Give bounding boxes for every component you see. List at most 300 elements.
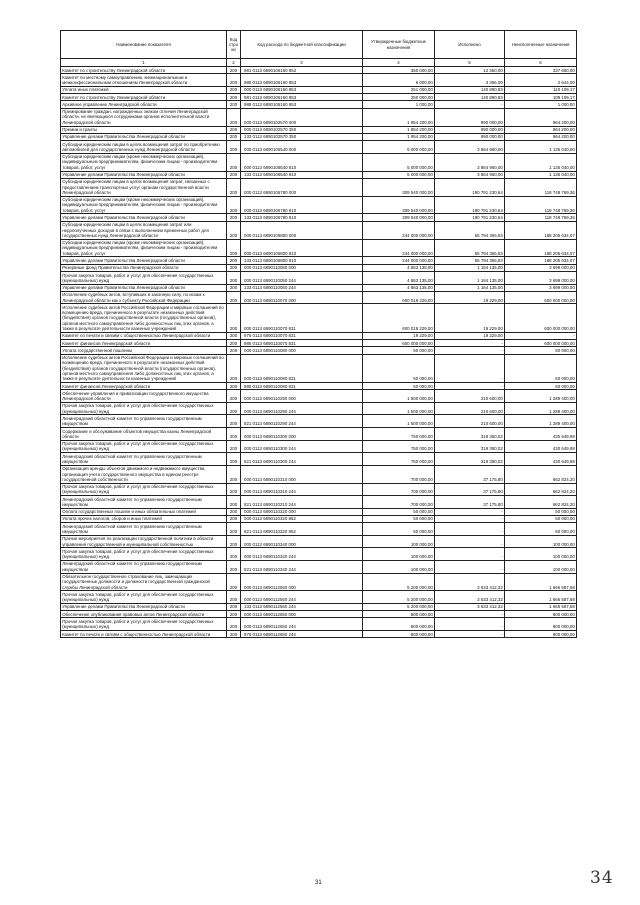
cell-kbk: 000 0113 6890110310 244 <box>241 483 363 496</box>
cell-code: 200 <box>227 264 241 271</box>
cell-unexecuted: 337 650,00 <box>505 67 577 74</box>
table-row <box>61 523 577 536</box>
cell-executed: - <box>435 611 505 618</box>
cell-unexecuted: 100 000,00 <box>505 560 577 573</box>
table-row <box>61 428 577 441</box>
cell-approved: 1 954 200,00 <box>363 133 435 140</box>
cell-executed: 210 600,00 <box>435 415 505 428</box>
handwritten-page-stamp: 34 <box>590 868 614 888</box>
cell-executed: 19 229,00 <box>435 304 505 332</box>
cell-name: Прочая закупка товаров, работ и услуг для обеспечения государственных (муниципальных) нужд <box>61 402 227 415</box>
cell-kbk: 000 0113 6890106780 810 <box>241 196 363 214</box>
cell-name: Ленинградский областной комитет по управлению государственным имуществом <box>61 453 227 466</box>
table-row <box>61 548 577 561</box>
cell-unexecuted: 100 000,00 <box>505 535 577 548</box>
cell-code: 200 <box>227 141 241 154</box>
table-row <box>61 108 577 126</box>
cell-name: Обеспечение управления и приватизации государственного имущества Ленинградской области <box>61 390 227 403</box>
cell-code: 200 <box>227 153 241 171</box>
table-row <box>61 515 577 522</box>
cell-unexecuted: 50 000,00 <box>505 523 577 536</box>
cell-code: 200 <box>227 573 241 591</box>
table-row <box>61 618 577 631</box>
cell-kbk: 000 0113 6890110080 831 <box>241 354 363 382</box>
cell-unexecuted: 1 289 400,00 <box>505 415 577 428</box>
cell-unexecuted: 50 000,00 <box>505 383 577 390</box>
cell-unexecuted: 50 000,00 <box>505 347 577 354</box>
cell-name: Комитет финансов Ленинградской области <box>61 340 227 347</box>
cell-code: 200 <box>227 347 241 354</box>
table-row <box>61 171 577 178</box>
cell-executed: 319 350,02 <box>435 453 505 466</box>
cell-unexecuted: 1 135 040,00 <box>505 171 577 178</box>
table-row <box>61 496 577 509</box>
cell-code: 200 <box>227 560 241 573</box>
cell-name: Содержание и обслуживание объектов имущества казны Ленинградской области <box>61 428 227 441</box>
cell-kbk: 000 0113 6890110050 244 <box>241 272 363 285</box>
cell-kbk: 000 0113 6890112650 244 <box>241 618 363 631</box>
cell-name: Прочая закупка товаров, работ и услуг для обеспечения государственных (муниципальных) нужд <box>61 440 227 453</box>
cell-name: Управление делами Правительства Ленинградской области <box>61 133 227 140</box>
cell-unexecuted: 50 000,00 <box>505 515 577 522</box>
cell-name: Резервные фонд Правительства Ленинградской области <box>61 264 227 271</box>
cell-code: 200 <box>227 354 241 382</box>
cell-kbk: 976 0113 6890112650 244 <box>241 631 363 638</box>
cell-kbk: 133 0113 6890110050 244 <box>241 284 363 291</box>
table-row <box>61 573 577 591</box>
cell-executed: 19 229,00 <box>435 291 505 304</box>
cell-executed: - <box>435 508 505 515</box>
cell-name: Управление делами Правительства Ленинградской области <box>61 284 227 291</box>
cell-approved: 4 863 135,00 <box>363 264 435 271</box>
cell-unexecuted: 600 000 000,00 <box>505 304 577 332</box>
cell-name: Обеспечение опубликования правовых актов Ленинградской области <box>61 611 227 618</box>
table-row <box>61 354 577 382</box>
cell-name: Субсидии юридическим лицам в целях возмещения затрат по приобретению автомобилей для государственных нужд Ленинградской области <box>61 141 227 154</box>
cell-approved: 244 000 000,00 <box>363 239 435 257</box>
table-row <box>61 465 577 483</box>
page-number: 31 <box>315 880 322 886</box>
table-row <box>61 272 577 285</box>
header-kbk: Код расхода по бюджетной классификации <box>241 31 363 59</box>
cell-executed: - <box>435 101 505 108</box>
cell-code: 200 <box>227 86 241 93</box>
cell-approved: 350 000,00 <box>363 67 435 74</box>
cell-executed: - <box>435 354 505 382</box>
cell-name: Комитет по строительству Ленинградской области <box>61 67 227 74</box>
cell-unexecuted: 662 824,20 <box>505 483 577 496</box>
table-row <box>61 257 577 264</box>
cell-approved: 700 000,00 <box>363 496 435 509</box>
cell-code: 200 <box>227 465 241 483</box>
cell-kbk: 133 0113 6890102570 350 <box>241 133 363 140</box>
cell-unexecuted: 3 699 000,00 <box>505 264 577 271</box>
cell-approved: 600 019 229,00 <box>363 304 435 332</box>
table-row <box>61 196 577 214</box>
table-row <box>61 591 577 604</box>
table-body <box>61 67 577 638</box>
cell-kbk: 000 0113 6890102570 350 <box>241 126 363 133</box>
cell-approved: 244 000 000,00 <box>363 257 435 264</box>
cell-kbk: 981 0113 6890106160 853 <box>241 94 363 101</box>
table-row <box>61 214 577 221</box>
cell-unexecuted: 662 824,20 <box>505 465 577 483</box>
table-row <box>61 264 577 271</box>
cell-code: 200 <box>227 214 241 221</box>
table-row <box>61 101 577 108</box>
cell-name: Комитет по печати и связям с общественностью Ленинградской области <box>61 332 227 339</box>
cell-code: 200 <box>227 332 241 339</box>
cell-executed: - <box>435 347 505 354</box>
cell-approved: 1 000,00 <box>363 101 435 108</box>
cell-executed: - <box>435 618 505 631</box>
cell-approved: 4 863 135,00 <box>363 272 435 285</box>
cell-executed: 990 000,00 <box>435 133 505 140</box>
cell-executed: 55 794 365,93 <box>435 221 505 239</box>
cell-executed: 190 791 230,64 <box>435 214 505 221</box>
cell-approved: 700 000,00 <box>363 465 435 483</box>
cell-code: 200 <box>227 101 241 108</box>
cell-unexecuted: 100 000,00 <box>505 548 577 561</box>
cell-name: Прочая закупка товаров, работ и услуг для обеспечения государственных (муниципальных) нужд <box>61 618 227 631</box>
cell-unexecuted: 600 000 000,00 <box>505 291 577 304</box>
cell-approved: 700 000,00 <box>363 483 435 496</box>
table-row <box>61 440 577 453</box>
cell-kbk: 000 0113 6890110320 852 <box>241 515 363 522</box>
cell-unexecuted: 109 109,17 <box>505 94 577 101</box>
cell-approved: 309 540 000,00 <box>363 196 435 214</box>
column-numbers-row <box>61 59 577 67</box>
cell-executed: 190 791 230,64 <box>435 196 505 214</box>
table-row <box>61 340 577 347</box>
cell-kbk: 133 0113 6890106800 810 <box>241 257 363 264</box>
cell-code: 200 <box>227 239 241 257</box>
table-row <box>61 347 577 354</box>
cell-name: Ленинградский областной комитет по управлению государственным имуществом <box>61 560 227 573</box>
cell-approved: 50 000,00 <box>363 508 435 515</box>
cell-kbk: 000 0113 6890112560 000 <box>241 573 363 591</box>
cell-name: Прочая закупка товаров, работ и услуг для обеспечения государственных (муниципальных) нужд <box>61 272 227 285</box>
cell-unexecuted: 1 666 587,68 <box>505 573 577 591</box>
cell-executed: - <box>435 535 505 548</box>
cell-code: 200 <box>227 133 241 140</box>
cell-name: Исполнение судебных актов Российской Федерации и мировых соглашений по возмещению вреда, причиненного в результате незаконных действий (бездействия) органов государственной власти (государственных органов), органов местного самоуправления либо должностных лиц этих органов, а также в результате деятельности казенных учреждений <box>61 304 227 332</box>
cell-unexecuted: 964 200,00 <box>505 133 577 140</box>
cell-unexecuted: 2 644,00 <box>505 74 577 87</box>
cell-code: 200 <box>227 74 241 87</box>
header-approved: Утвержденные бюджетные назначения <box>363 31 435 59</box>
table-row <box>61 221 577 239</box>
cell-code: 200 <box>227 178 241 196</box>
cell-code: 200 <box>227 171 241 178</box>
cell-executed: - <box>435 515 505 522</box>
cell-code: 200 <box>227 383 241 390</box>
cell-unexecuted: 430 649,98 <box>505 440 577 453</box>
cell-name: Ленинградский областной комитет по управлению государственным имуществом <box>61 496 227 509</box>
table-row <box>61 402 577 415</box>
cell-name: Управление делами Правительства Ленинградской области <box>61 171 227 178</box>
cell-name: Управление делами Правительства Ленинградской области <box>61 257 227 264</box>
cell-kbk: 000 0113 6890106780 000 <box>241 178 363 196</box>
cell-approved: 100 000,00 <box>363 548 435 561</box>
cell-code: 200 <box>227 94 241 101</box>
cell-code: 200 <box>227 535 241 548</box>
table-row <box>61 631 577 638</box>
cell-code: 200 <box>227 291 241 304</box>
cell-name: Комитет по местному самоуправлению, межнациональным и межконфессиональным отношениям Ленинградской области <box>61 74 227 87</box>
cell-approved: 309 540 000,00 <box>363 178 435 196</box>
table-row <box>61 611 577 618</box>
cell-code: 200 <box>227 618 241 631</box>
cell-code: 200 <box>227 631 241 638</box>
cell-name: Субсидии юридическим лицам в целях возмещения затрат, связанных с предоставлением транспортных услуг органам государственной власти Ленинградской области <box>61 178 227 196</box>
cell-approved: 5 200 000,00 <box>363 591 435 604</box>
cell-unexecuted: 800 000,00 <box>505 618 577 631</box>
cell-kbk: 000 0113 6890110300 000 <box>241 428 363 441</box>
cell-name: Архивное управление Ленинградской области <box>61 101 227 108</box>
cell-code: 200 <box>227 548 241 561</box>
header-executed: Исполнено <box>435 31 505 59</box>
header-code: Код стро ки <box>227 31 241 59</box>
cell-kbk: 133 0113 6890106540 810 <box>241 171 363 178</box>
cell-name: Комитет финансов Ленинградской области <box>61 383 227 390</box>
cell-approved: 800 000,00 <box>363 631 435 638</box>
cell-executed: 3 864 960,00 <box>435 171 505 178</box>
cell-unexecuted: 600 000 000,00 <box>505 340 577 347</box>
cell-unexecuted: 188 205 634,07 <box>505 239 577 257</box>
table-row <box>61 284 577 291</box>
cell-kbk: 000 0113 6890110290 244 <box>241 402 363 415</box>
cell-kbk: 985 0113 6890110080 831 <box>241 383 363 390</box>
cell-code: 200 <box>227 496 241 509</box>
cell-approved: 750 000,00 <box>363 453 435 466</box>
cell-unexecuted: 1 666 587,68 <box>505 591 577 604</box>
cell-unexecuted: 3 699 000,00 <box>505 272 577 285</box>
table-row <box>61 178 577 196</box>
cell-name: Уплата иных платежей <box>61 86 227 93</box>
cell-unexecuted: 800 000,00 <box>505 631 577 638</box>
cell-code: 200 <box>227 415 241 428</box>
cell-code: 200 <box>227 221 241 239</box>
cell-kbk: 000 0113 6890106540 810 <box>241 153 363 171</box>
cell-executed: 55 794 365,93 <box>435 239 505 257</box>
cell-executed: 1 164 135,00 <box>435 284 505 291</box>
cell-executed: 1 164 135,00 <box>435 264 505 271</box>
table-header-row <box>61 31 577 59</box>
cell-executed: 3 533 412,32 <box>435 591 505 604</box>
cell-name: Субсидии юридическим лицам в целях возмещения затрат или недополученных доходов в связи с выполнением временных работ для государственных нужд Ленинградской области <box>61 221 227 239</box>
cell-unexecuted: 1 289 400,00 <box>505 402 577 415</box>
cell-executed: 19 229,00 <box>435 332 505 339</box>
cell-approved: 600 019 229,00 <box>363 291 435 304</box>
cell-approved: 5 000 000,00 <box>363 171 435 178</box>
cell-unexecuted: 3 699 000,00 <box>505 284 577 291</box>
cell-kbk: 821 0113 6890110340 244 <box>241 560 363 573</box>
cell-executed: - <box>435 548 505 561</box>
cell-kbk: 000 0113 6890110070 000 <box>241 291 363 304</box>
cell-executed: 3 533 412,32 <box>435 573 505 591</box>
cell-approved: 100 000,00 <box>363 560 435 573</box>
cell-kbk: 000 0113 6890110300 244 <box>241 440 363 453</box>
cell-executed: 37 175,80 <box>435 483 505 496</box>
column-number: 4 <box>363 59 435 67</box>
table-row <box>61 483 577 496</box>
cell-unexecuted: 188 205 634,07 <box>505 257 577 264</box>
cell-name: Комитет по печати и связям с общественностью Ленинградской области <box>61 631 227 638</box>
table-row <box>61 332 577 339</box>
cell-kbk: 000 0113 6890106540 000 <box>241 141 363 154</box>
column-number: 5 <box>435 59 505 67</box>
cell-approved: 750 000,00 <box>363 440 435 453</box>
cell-unexecuted: 1 666 587,68 <box>505 603 577 610</box>
table-row <box>61 141 577 154</box>
cell-code: 200 <box>227 428 241 441</box>
cell-kbk: 000 0113 6890110290 000 <box>241 390 363 403</box>
cell-unexecuted: 1 000,00 <box>505 101 577 108</box>
cell-name: Уплата государственной пошлины <box>61 347 227 354</box>
cell-executed: - <box>435 383 505 390</box>
cell-code: 200 <box>227 272 241 285</box>
cell-approved: 1 500 000,00 <box>363 415 435 428</box>
cell-approved: 5 000 000,00 <box>363 153 435 171</box>
cell-name: Субсидии юридическим лицам (кроме некоммерческих организаций), индивидуальным предпринимателям, физическим лицам - производителям товаров, работ, услуг <box>61 239 227 257</box>
cell-approved: 1 954 200,00 <box>363 108 435 126</box>
table-row <box>61 67 577 74</box>
cell-code: 200 <box>227 453 241 466</box>
cell-executed: 55 794 365,93 <box>435 257 505 264</box>
cell-name: Обязательное государственное страхование лиц, замещающих государственные должности и должности государственной гражданской службы Ленинградской области <box>61 573 227 591</box>
table-row <box>61 239 577 257</box>
cell-unexecuted: 800 000,00 <box>505 611 577 618</box>
cell-approved: 50 000,00 <box>363 383 435 390</box>
cell-code: 200 <box>227 523 241 536</box>
table-row <box>61 603 577 610</box>
cell-executed: 3 356,00 <box>435 74 505 87</box>
cell-unexecuted: 1 289 400,00 <box>505 390 577 403</box>
cell-kbk: 000 0113 6890110310 000 <box>241 465 363 483</box>
cell-name: Исполнение судебных актов, вступивших в законную силу, по искам к Ленинградской области как к субъекту Российской Федерации <box>61 291 227 304</box>
cell-executed: 3 864 960,00 <box>435 141 505 154</box>
cell-executed: 319 350,02 <box>435 428 505 441</box>
cell-executed: 3 533 412,32 <box>435 603 505 610</box>
cell-approved: 251 000,00 <box>363 86 435 93</box>
cell-code: 200 <box>227 340 241 347</box>
table-row <box>61 86 577 93</box>
cell-approved: 50 000,00 <box>363 523 435 536</box>
cell-approved: 5 000 000,00 <box>363 141 435 154</box>
cell-kbk: 981 0113 6890106160 852 <box>241 67 363 74</box>
cell-executed: 1 164 135,00 <box>435 272 505 285</box>
cell-code: 200 <box>227 591 241 604</box>
header-name: Наименование показателя <box>61 31 227 59</box>
cell-name: Ленинградский областной комитет по управлению государственным имуществом <box>61 415 227 428</box>
cell-unexecuted: 430 649,98 <box>505 453 577 466</box>
cell-kbk: 000 0113 6890110050 000 <box>241 264 363 271</box>
cell-kbk: 000 0113 6890112560 244 <box>241 591 363 604</box>
cell-kbk: 821 0113 6890110320 852 <box>241 523 363 536</box>
cell-code: 200 <box>227 603 241 610</box>
column-number: 2 <box>227 59 241 67</box>
cell-name: Премии и гранты <box>61 126 227 133</box>
table-row <box>61 133 577 140</box>
cell-kbk: 000 0113 6890106160 853 <box>241 86 363 93</box>
cell-executed: 12 350,00 <box>435 67 505 74</box>
cell-executed: 990 000,00 <box>435 126 505 133</box>
cell-code: 200 <box>227 483 241 496</box>
cell-name: Уплата прочих налогов, сборов и иных платежей <box>61 515 227 522</box>
cell-approved: 5 200 000,00 <box>363 573 435 591</box>
cell-code: 200 <box>227 611 241 618</box>
cell-kbk: 000 0113 6890106800 810 <box>241 239 363 257</box>
table-row <box>61 126 577 133</box>
cell-approved: 309 540 000,00 <box>363 214 435 221</box>
cell-executed: - <box>435 523 505 536</box>
cell-approved: 19 229,00 <box>363 332 435 339</box>
cell-code: 200 <box>227 508 241 515</box>
cell-kbk: 985 0113 6890110070 831 <box>241 340 363 347</box>
cell-kbk: 988 0113 6890106160 853 <box>241 101 363 108</box>
cell-name: Прочая закупка товаров, работ и услуг для обеспечения государственных (муниципальных) нужд <box>61 591 227 604</box>
cell-executed: 210 600,00 <box>435 390 505 403</box>
cell-approved: 100 000,00 <box>363 535 435 548</box>
cell-kbk: 821 0113 6890110290 244 <box>241 415 363 428</box>
cell-approved: 250 000,00 <box>363 94 435 101</box>
cell-kbk: 000 0113 6890110070 831 <box>241 304 363 332</box>
cell-code: 200 <box>227 257 241 264</box>
cell-executed: 319 350,02 <box>435 440 505 453</box>
cell-unexecuted: 110 109,17 <box>505 86 577 93</box>
cell-unexecuted: 188 205 634,07 <box>505 221 577 239</box>
cell-kbk: 133 0113 6890106780 810 <box>241 214 363 221</box>
cell-approved: 1 500 000,00 <box>363 390 435 403</box>
column-number: 3 <box>241 59 363 67</box>
cell-name: Управление делами Правительства Ленинградской области <box>61 214 227 221</box>
cell-unexecuted: 1 135 040,00 <box>505 153 577 171</box>
cell-name: Прочие мероприятия по реализации государственной политики в области управления государственной и муниципальной собственностью <box>61 535 227 548</box>
table-row <box>61 304 577 332</box>
cell-executed: 990 000,00 <box>435 108 505 126</box>
cell-approved: 50 000,00 <box>363 347 435 354</box>
cell-kbk: 000 0113 6890106800 000 <box>241 221 363 239</box>
cell-code: 200 <box>227 390 241 403</box>
cell-executed: - <box>435 631 505 638</box>
cell-approved: 5 200 000,00 <box>363 603 435 610</box>
cell-kbk: 000 0113 6890110320 000 <box>241 508 363 515</box>
cell-unexecuted: 1 135 040,00 <box>505 141 577 154</box>
cell-approved: 50 000,00 <box>363 354 435 382</box>
table-row <box>61 383 577 390</box>
table-row <box>61 508 577 515</box>
column-number: 6 <box>505 59 577 67</box>
cell-unexecuted: 118 748 769,36 <box>505 178 577 196</box>
cell-executed: 37 175,80 <box>435 465 505 483</box>
cell-code: 200 <box>227 108 241 126</box>
cell-kbk: 000 0113 6890102570 000 <box>241 108 363 126</box>
cell-code: 200 <box>227 196 241 214</box>
cell-approved: 50 000,00 <box>363 515 435 522</box>
cell-executed: - <box>435 560 505 573</box>
cell-kbk: 000 0113 6890112650 000 <box>241 611 363 618</box>
cell-unexecuted: 964 200,00 <box>505 126 577 133</box>
cell-kbk: 821 0113 6890110310 244 <box>241 496 363 509</box>
cell-approved: 600 000 000,00 <box>363 340 435 347</box>
budget-report-table <box>60 30 577 638</box>
cell-name: Премирование граждан, награжденных знаком отличия Ленинградской области, не являющихся сотрудниками органов исполнительной власти Ленинградской области <box>61 108 227 126</box>
table-row <box>61 94 577 101</box>
cell-kbk: 000 0113 6890110080 000 <box>241 347 363 354</box>
cell-approved: 800 000,00 <box>363 611 435 618</box>
cell-name: Субсидии юридическим лицам (кроме некоммерческих организаций), индивидуальным предпринимателям, физическим лицам - производителям товаров, работ, услуг <box>61 196 227 214</box>
